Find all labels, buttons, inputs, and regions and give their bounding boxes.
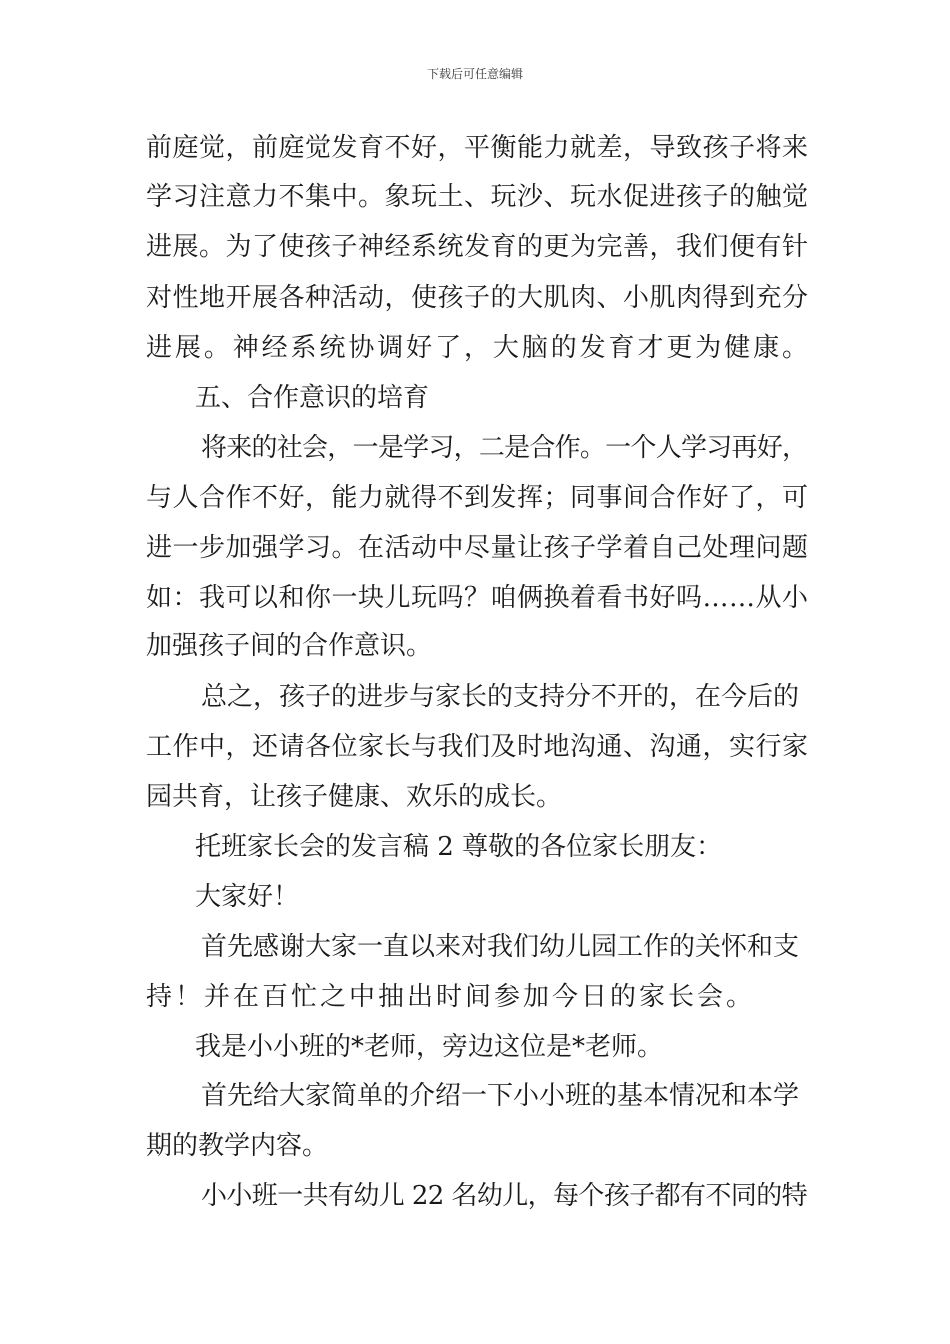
text-line: 加强孩子间的合作意识。 (146, 631, 433, 661)
text-line: 工作中，还请各位家长与我们及时地沟通、沟通，实行家 (146, 732, 809, 762)
page-header: 下载后可任意编辑 (426, 67, 523, 81)
paragraph-start: 小小班一共有幼儿 22 名幼儿，每个孩子都有不同的特 (201, 1181, 808, 1211)
paragraph-start: 首先给大家简单的介绍一下小小班的基本情况和本学 (201, 1081, 800, 1111)
text-line: 与人合作不好，能力就得不到发挥；同事间合作好了，可 (146, 483, 809, 513)
speech-title: 托班家长会的发言稿 2 尊敬的各位家长朋友： (195, 832, 723, 862)
paragraph-start: 总之，孩子的进步与家长的支持分不开的，在今后的 (201, 682, 800, 712)
text-line: 持！并在百忙之中抽出时间参加今日的家长会。 (146, 982, 756, 1012)
text-line: 园共育，让孩子健康、欢乐的成长。 (146, 782, 563, 812)
text-line: 前庭觉，前庭觉发育不好，平衡能力就差，导致孩子将来 (146, 133, 809, 163)
text-line: 期的教学内容。 (146, 1131, 329, 1161)
text-line: 进一步加强学习。在活动中尽量让孩子学着自己处理问题 (146, 533, 809, 563)
text-line: 进展。为了使孩子神经系统发育的更为完善，我们便有针 (146, 232, 809, 262)
text-line: 学习注意力不集中。象玩土、玩沙、玩水促进孩子的触觉 (146, 182, 809, 212)
text-line: 对性地开展各种活动，使孩子的大肌肉、小肌肉得到充分 (146, 283, 809, 313)
text-line: 进展。神经系统协调好了，大脑的发育才更为健康。 (146, 333, 811, 363)
section-heading: 五、合作意识的培育 (195, 383, 430, 413)
greeting: 大家好！ (195, 882, 300, 912)
paragraph-start: 首先感谢大家一直以来对我们幼儿园工作的关怀和支 (201, 932, 800, 962)
paragraph-start: 我是小小班的*老师，旁边这位是*老师。 (195, 1032, 664, 1062)
paragraph-start: 将来的社会，一是学习，二是合作。一个人学习再好， (201, 433, 808, 463)
text-line: 如：我可以和你一块儿玩吗？咱俩换着看书好吗……从小 (146, 583, 809, 613)
